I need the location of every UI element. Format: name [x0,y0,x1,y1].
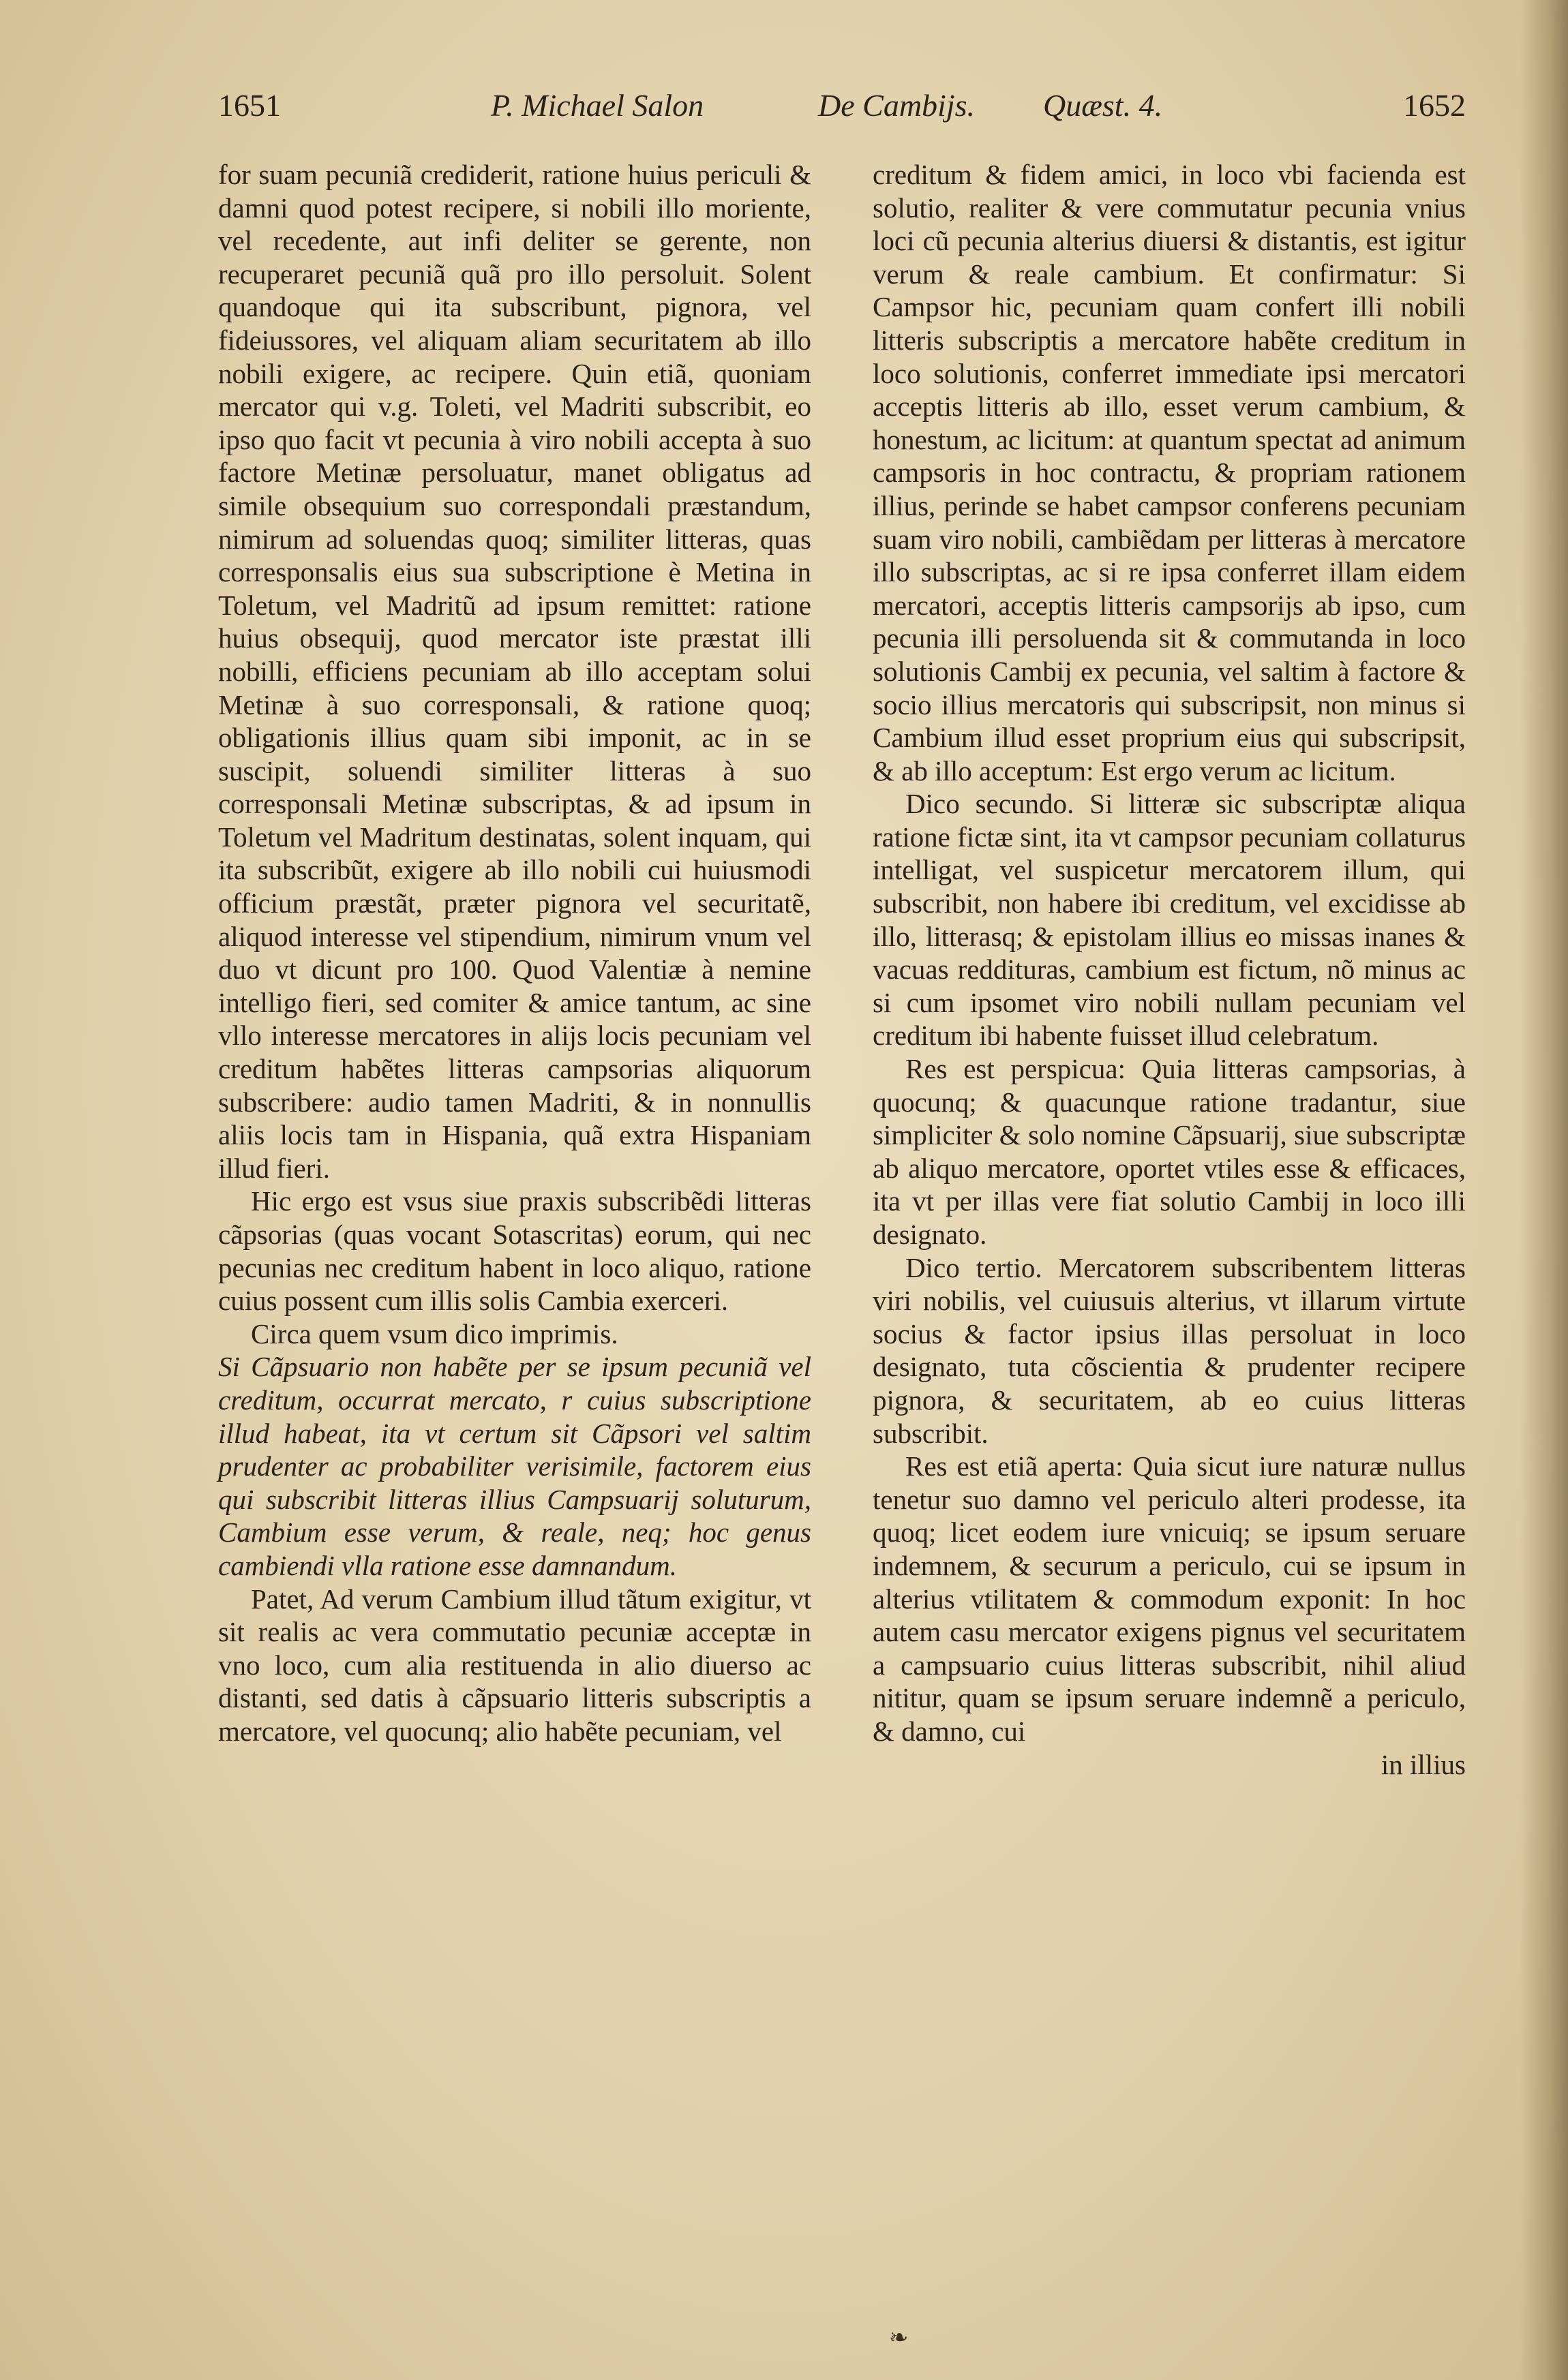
paragraph: Res est perspicua: Quia litteras campsorias, à quocunq; & quacunque ratione tradantur, siue simpliciter & solo nomine Cãpsuarij, siue subscriptæ ab aliquo mercatore, oportet vtiles esse & efficaces, ita vt per illas vere fiat solutio Cambij in loco illi designato. [873,1053,1466,1250]
paragraph: Circa quem vsum dico imprimis. [251,1317,618,1349]
running-header [218,87,1466,135]
paragraph: creditum & fidem amici, in loco vbi facienda est solutio, realiter & vere commutatur pecunia vnius loci cũ pecunia alterius diuersi & distantis, est igitur verum & reale cambium. Et confirmatur: Si Campsor hic, pecuniam quam confert illi nobili litteris subscriptis a mercatore habẽte creditum in loco solutionis, conferret immediate ipsi mercatori acceptis litteris ab illo, esset verum cambium, & honestum, ac licitum: at quantum spectat ad animum campsoris in hoc contractu, & propriam rationem illius, perinde se habet campsor conferens pecuniam suam viro nobili, cambiẽdam per litteras à mercatore illo subscriptas, ac si re ipsa conferret illam eidem mercatori, acceptis litteris campsorijs ab ipso, cum pecunia illi persoluenda sit & commutanda in loco solutionis Cambij ex pecunia, vel saltim à factore & socio illius mercatoris qui subscripsit, non minus si Cambium illud esset proprium eius qui subscripsit, & ab illo acceptum: Est ergo verum ac licitum. [873,159,1466,787]
fleuron-mark: ❧ [889,2325,909,2351]
page-number-left: 1651 [218,88,281,123]
paragraph: Patet, Ad verum Cambium illud tãtum exigitur, vt sit realis ac vera commutatio pecuniæ acceptæ in vno loco, cum alia restituenda in alio diuerso ac distanti, sed datis à cãpsuario litteris subscriptis a mercatore, vel quocunq; alio habẽte pecuniam, vel [218,1583,811,1747]
paragraph: Res est etiã aperta: Quia sicut iure naturæ nullus tenetur suo damno vel periculo alteri prodesse, ita quoq; licet eodem iure vnicuiq; se ipsum seruare indemnem, & securum a periculo, cui se ipsum in alterius vtilitatem & commodum exponit: In hoc autem casu mercator exigens pignus vel securitatem a campsuario cuius litteras subscribit, nihil aliud nititur, quam se ipsum seruare indemnẽ a periculo, & damno, cui [873,1450,1466,1747]
page-binding-shadow [1520,0,1568,2380]
header-author: P. Michael Salon [491,88,704,123]
thesis-paragraph: Dico tertio. Mercatorem subscribentem litteras viri nobilis, vel cuiusuis alterius, vt illarum virtute socius & factor ipsius illas persoluat in loco designato, tuta cõscientia & prudenter recipere pignora, & securitatem, ab eo cuius litteras subscribit. [873,1251,1466,1449]
header-quaestio: Quæst. 4. [1043,88,1163,123]
thesis-paragraph: Dico secundo. Si litteræ sic subscriptæ aliqua ratione fictæ sint, ita vt campsor pecuniam collaturus intelligat, vel suspicetur mercatorem illum, qui subscribit, non habere ibi creditum, vel excidisse ab illo, litterasq; & epistolam illius eo missas inanes & vacuas reddituras, cambium est fictum, nõ minus ac si cum ipsomet viro nobili nullam pecuniam vel creditum ibi habente fuisset illud celebratum. [873,788,1466,1052]
paragraph: for suam pecuniã crediderit, ratione huius periculi & damni quod potest recipere, si nobili illo moriente, vel recedente, aut infi deliter se gerente, non recuperaret pecuniã quã pro illo persoluit. Solent quandoque qui ita subscribunt, pignora, vel fideiussores, vel aliquam aliam securitatem ab illo nobili exigere, ac recipere. Quin etiã, quoniam mercator qui v.g. Toleti, vel Madriti subscribit, eo ipso quo facit vt pecunia à viro nobili accepta à suo factore Metinæ persoluatur, manet obligatus ad simile obsequium suo correspondali præstandum, nimirum ad soluendas quoq; similiter litteras, quas corresponsalis eius sua subscriptione è Metina in Toletum, vel Madritũ ad ipsum remittet: ratione huius obsequij, quod mercator iste præstat illi nobilli, efficiens pecuniam ab illo acceptam solui Metinæ à suo corresponsali, & ratione quoq; obligationis illius quam sibi imponit, ac in se suscipit, soluendi similiter litteras à suo corresponsali Metinæ subscriptas, & ad ipsum in Toletum vel Madritum destinatas, solent inquam, qui ita subscribũt, exigere ab illo nobili cui huiusmodi officium præstãt, præter pignora vel securitatẽ, aliquod interesse vel stipendium, nimirum vnum vel duo vt dicunt pro 100. Quod Valentiæ à nemine intelligo fieri, sed comiter & amice tantum, ac sine vllo interesse mercatores in alijs locis pecuniam vel creditum habẽtes litteras campsorias aliquorum subscribere: audio tamen Madriti, & in nonnullis aliis locis tam in Hispania, quã extra Hispaniam illud fieri. [218,159,811,1184]
paragraph: Hic ergo est vsus siue praxis subscribẽdi litteras cãpsorias (quas vocant Sotascritas) eorum, qui nec pecunias nec creditum habent in loco aliquo, ratione cuius possent cum illis solis Cambia exerceri. [218,1185,811,1317]
catchword: in illius [1381,1748,1466,1780]
thesis-italic: Si Cãpsuario non habẽte per se ipsum pecuniã vel creditum, occurrat mercato, r cuius subscriptione illud habeat, ita vt certum sit Cãpsori vel saltim prudenter ac probabiliter verisimile, factorem eius qui subscribit litteras illius Campsuarij soluturum, Cambium esse verum, & reale, neq; hoc genus cambiendi vlla ratione esse damnandum. [218,1351,811,1581]
right-column [873,158,1466,1781]
header-title: De Cambijs. [818,88,975,123]
left-column [218,158,811,1748]
page-number-right: 1652 [1403,88,1466,123]
